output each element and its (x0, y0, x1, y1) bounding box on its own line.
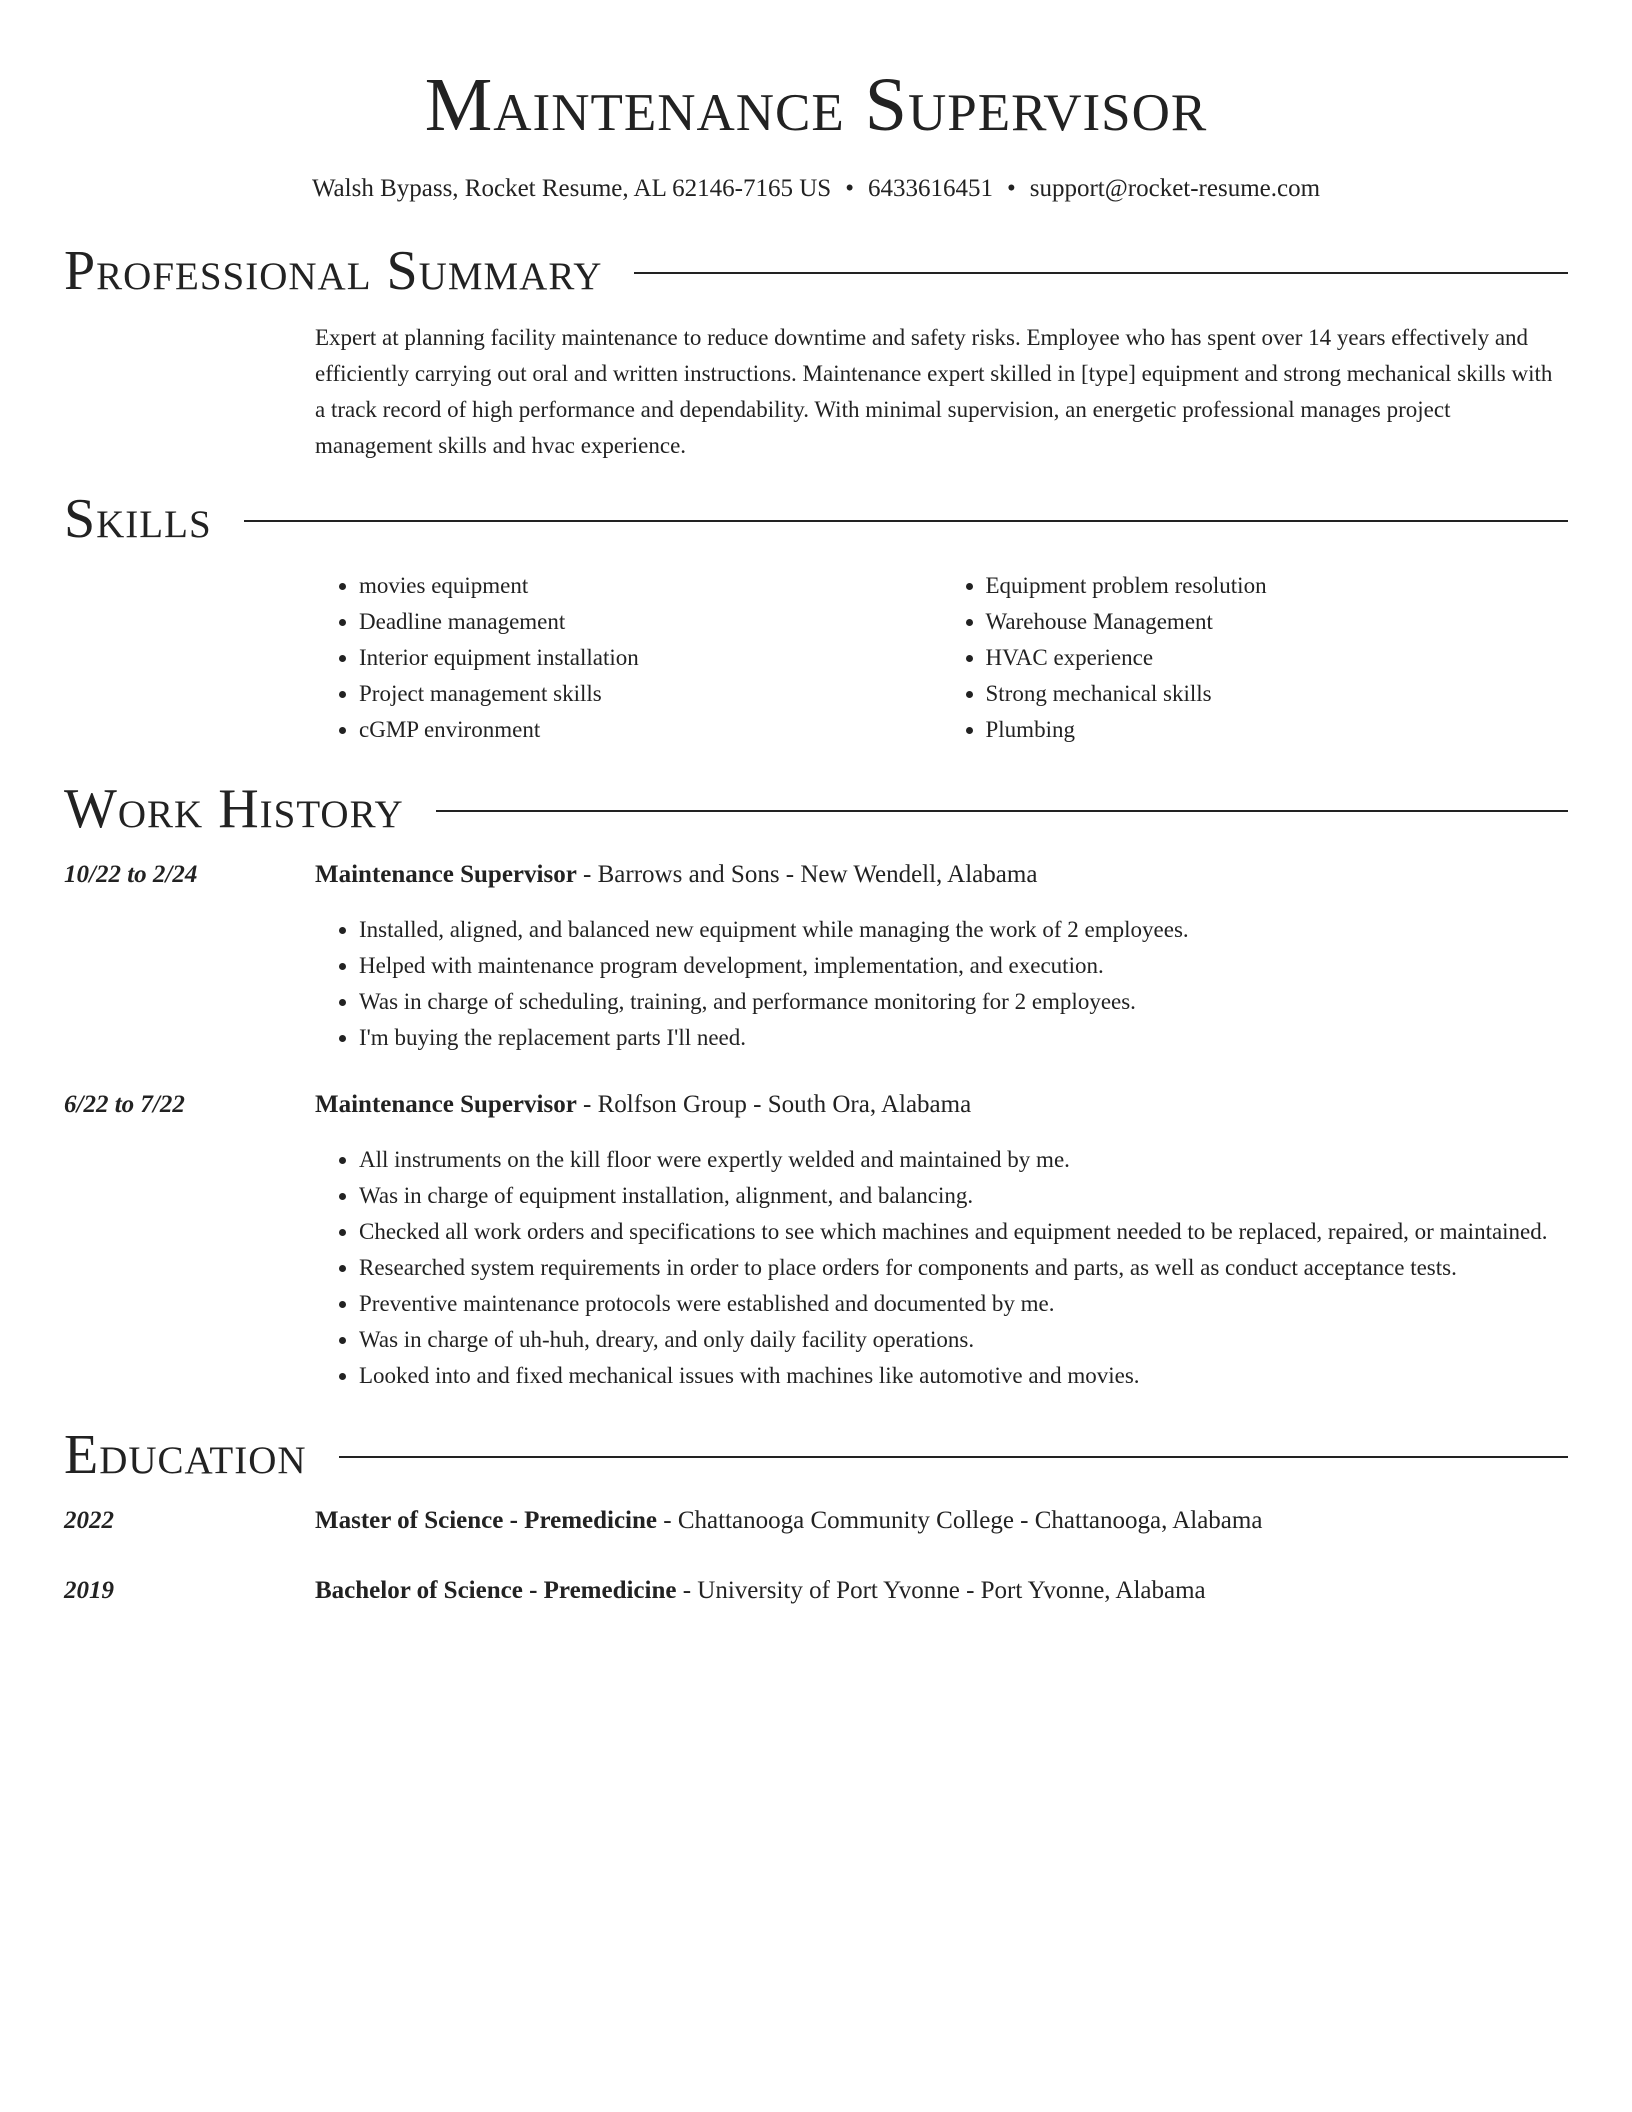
job-bullet: • Was in charge of uh-huh, dreary, and only daily facility operations. (359, 1322, 1548, 1358)
job-bullet: • All instruments on the kill floor were expertly welded and maintained by me. (359, 1142, 1548, 1178)
skill-item: • Plumbing (986, 712, 1569, 748)
work-section-header (64, 774, 1568, 844)
job-title-line (315, 1088, 1548, 1122)
job-entry (64, 1088, 1568, 1394)
job-body (315, 858, 1189, 1056)
education-details: - Chattanooga Community College - Chattanooga, Alabama (657, 1507, 1263, 1534)
education-line (315, 1574, 1206, 1608)
summary-text: Expert at planning facility maintenance to reduce downtime and safety risks. Employee who has spent over 14 years effectively and efficiently carrying out oral and written instructions. Maintenance expert skilled in [type] equipment and strong mechanical skills with a track record of high performance and dependability. With minimal supervision, an energetic professional manages project management skills and hvac experience. (315, 325, 1553, 458)
skill-item: • Equipment problem resolution (986, 568, 1569, 604)
skill-item: • Strong mechanical skills (986, 676, 1569, 712)
contact-separator: • (845, 175, 854, 202)
contact-phone: 6433616451 (867, 175, 993, 202)
education-entry (64, 1574, 1568, 1608)
education-year: 2022 (64, 1507, 114, 1534)
job-bullets (315, 1142, 1548, 1394)
resume-page (64, 0, 1568, 1608)
skills-heading: Skills (64, 488, 212, 550)
job-dates: 10/22 to 2/24 (64, 861, 198, 888)
skill-item: • Project management skills (359, 676, 942, 712)
job-title: Maintenance Supervisor (315, 1091, 577, 1118)
contact-email: support@rocket-resume.com (1029, 175, 1321, 202)
skill-item: • HVAC experience (986, 640, 1569, 676)
education-year: 2019 (64, 1577, 114, 1604)
skills-column-right (942, 568, 1569, 748)
section-divider (339, 1456, 1568, 1458)
contact-address: Walsh Bypass, Rocket Resume, AL 62146-7165 US (311, 175, 832, 202)
job-title: Maintenance Supervisor (315, 861, 577, 888)
education-details: - University of Port Yvonne - Port Yvonne, Alabama (676, 1577, 1206, 1604)
work-heading: Work History (64, 778, 404, 840)
education-entry (64, 1504, 1568, 1538)
job-body (315, 1088, 1548, 1394)
summary-heading: Professional Summary (64, 240, 603, 302)
job-bullet: • Looked into and fixed mechanical issues with machines like automotive and movies. (359, 1358, 1548, 1394)
job-entry (64, 858, 1568, 1056)
job-dates: 6/22 to 7/22 (64, 1091, 185, 1118)
job-title-line (315, 858, 1189, 892)
job-bullet: • Researched system requirements in order to place orders for components and parts, as well as conduct acceptance tests. (359, 1250, 1548, 1286)
contact-line (64, 172, 1568, 206)
education-line (315, 1504, 1262, 1538)
resume-name: Maintenance Supervisor (424, 63, 1208, 147)
job-bullet: • Was in charge of scheduling, training, and performance monitoring for 2 employees. (359, 984, 1189, 1020)
section-divider (634, 272, 1568, 274)
skills-list (315, 568, 1568, 748)
education-degree: Bachelor of Science - Premedicine (315, 1577, 677, 1604)
skills-section-header (64, 484, 1568, 554)
skill-item: • cGMP environment (359, 712, 942, 748)
section-divider (436, 810, 1568, 812)
job-bullet: • Installed, aligned, and balanced new equipment while managing the work of 2 employees. (359, 912, 1189, 948)
education-heading: Education (64, 1424, 307, 1486)
skill-item: • Warehouse Management (986, 604, 1569, 640)
education-degree: Master of Science - Premedicine (315, 1507, 658, 1534)
section-divider (244, 520, 1568, 522)
job-bullet: • Was in charge of equipment installation, alignment, and balancing. (359, 1178, 1548, 1214)
contact-separator: • (1006, 175, 1016, 202)
skills-column-left (315, 568, 942, 748)
job-bullet: • Checked all work orders and specifications to see which machines and equipment needed to be replaced, repaired, or maintained. (359, 1214, 1548, 1250)
job-bullet: • Helped with maintenance program development, implementation, and execution. (359, 948, 1189, 984)
job-details: - Barrows and Sons - New Wendell, Alabama (576, 861, 1038, 888)
job-bullet: • Preventive maintenance protocols were established and documented by me. (359, 1286, 1548, 1322)
skill-item: • movies equipment (359, 568, 942, 604)
job-details: - Rolfson Group - South Ora, Alabama (576, 1091, 972, 1118)
education-section-header (64, 1420, 1568, 1490)
skill-item: • Deadline management (359, 604, 942, 640)
skill-item: • Interior equipment installation (359, 640, 942, 676)
job-bullets (315, 912, 1189, 1056)
job-bullet: • I'm buying the replacement parts I'll need. (359, 1020, 1189, 1056)
summary-section-header (64, 236, 1568, 306)
